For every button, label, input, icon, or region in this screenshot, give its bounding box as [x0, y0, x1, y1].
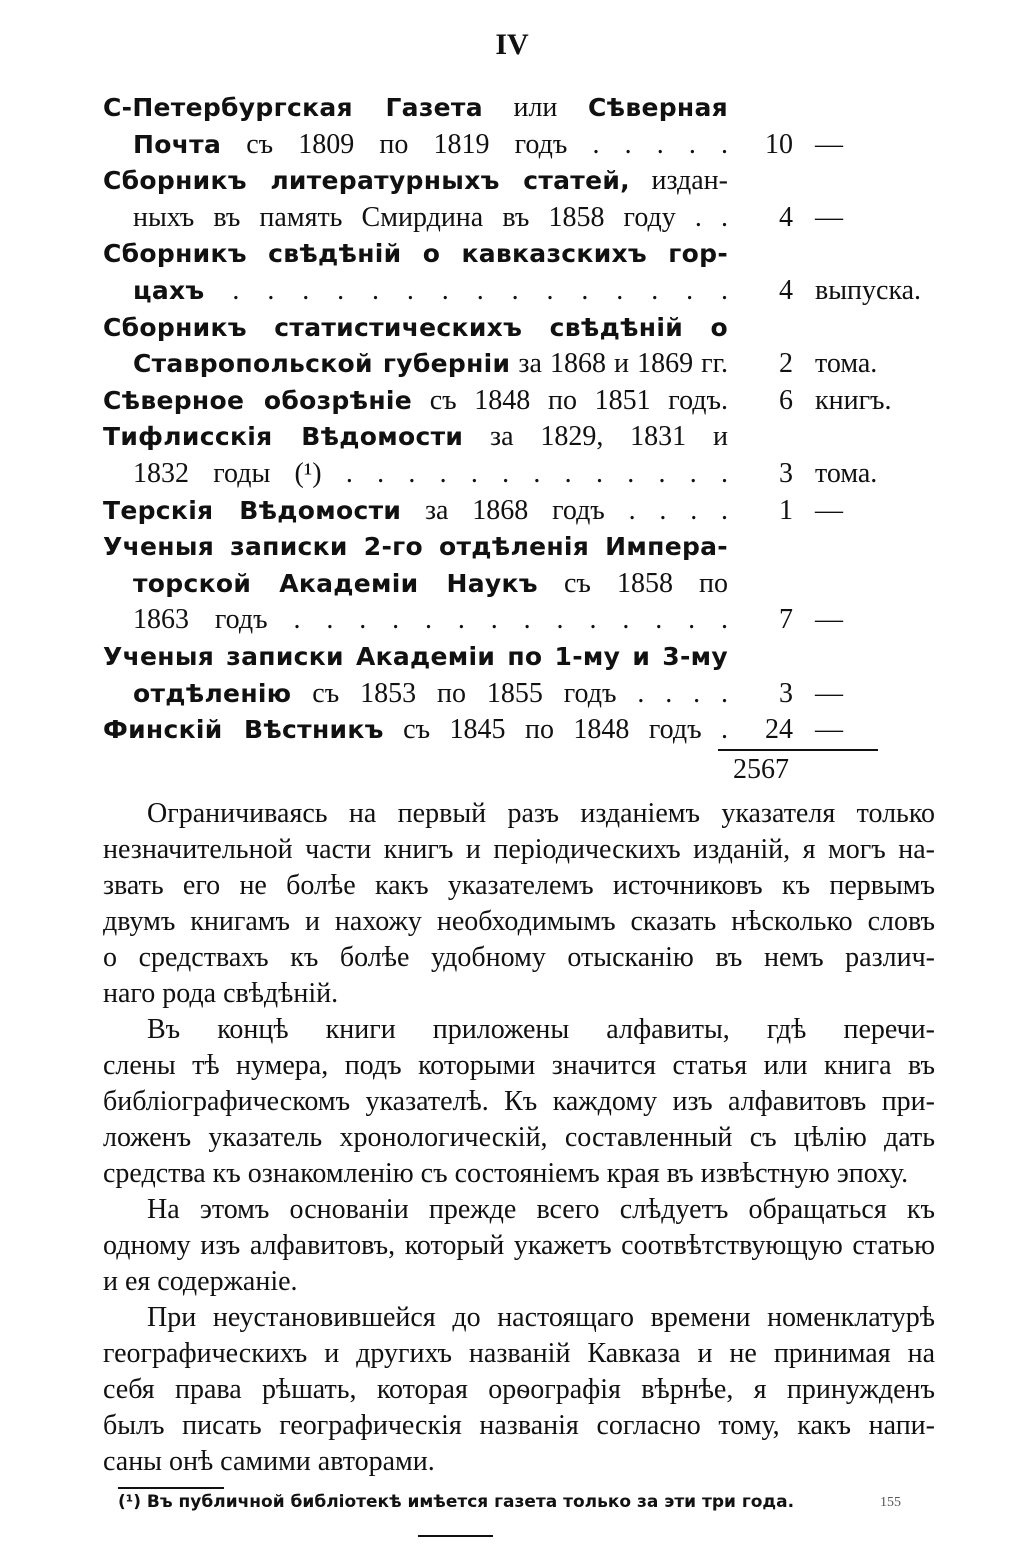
- sum-rule: [718, 749, 878, 751]
- index-line: [103, 127, 921, 164]
- index-unit: —: [815, 714, 843, 746]
- index-line-text: [103, 419, 728, 456]
- index-line-text: [103, 529, 728, 566]
- index-line-text: [103, 383, 728, 420]
- index-title: Ученыя записки Академіи по 1-му и 3-му: [103, 641, 728, 671]
- paragraph-line: незначительной части книгъ и періодическихъ изданій, я могъ на-: [103, 834, 935, 865]
- index-line: [103, 602, 921, 639]
- index-total: 2567: [733, 754, 789, 785]
- index-line-text: [103, 200, 728, 237]
- footnote: (¹) Въ публичной библіотекѣ имѣется газета только за эти три года.: [118, 1492, 795, 1512]
- index-detail: за 1868 годъ . . . .: [401, 494, 728, 526]
- index-title: Сборникъ статистическихъ свѣдѣній о: [103, 312, 728, 342]
- index-title: Финскій Вѣстникъ: [103, 715, 384, 745]
- index-detail: 1863 годъ . . . . . . . . . . . . . .: [133, 604, 728, 636]
- index-title: С-Петербургская Газета: [103, 93, 483, 122]
- index-line: [103, 310, 921, 347]
- index-line-text: [103, 712, 728, 749]
- index-unit: —: [815, 128, 843, 160]
- index-line: [103, 236, 921, 273]
- index-count: 1: [779, 494, 793, 526]
- index-line-text: [103, 639, 728, 676]
- index-line: [103, 383, 921, 420]
- index-title: Сѣверное обозрѣніе: [103, 385, 413, 415]
- index-line-text: [103, 456, 728, 493]
- index-line-text: [103, 602, 728, 639]
- paragraph-line: Ограничиваясь на первый разъ изданіемъ указателя только: [147, 798, 935, 829]
- index-detail: издан-: [629, 165, 728, 197]
- index-line-text: [103, 676, 728, 713]
- index-title: Почта: [133, 129, 222, 159]
- index-detail: съ 1845 по 1848 годъ .: [383, 714, 728, 746]
- paragraph: [103, 1012, 935, 1192]
- paragraph-line: При неустановившейся до настоящаго времени номенклатурѣ: [147, 1302, 935, 1333]
- index-line-text: [103, 163, 728, 200]
- index-unit: —: [815, 494, 843, 526]
- index-detail: за 1868 и 1869 гг.: [510, 348, 728, 380]
- paragraph-line: былъ писать географическія названія согласно тому, какъ напи-: [103, 1410, 935, 1441]
- index-unit: выпуска.: [815, 274, 922, 306]
- index-detail: ныхъ въ память Смирдина въ 1858 году . .: [133, 201, 728, 233]
- index-count: 4: [779, 274, 793, 306]
- index-detail: съ 1848 по 1851 годъ.: [412, 384, 728, 416]
- paragraph-line: На этомъ основаніи прежде всего слѣдуетъ обращаться къ: [147, 1194, 935, 1225]
- index-title: цахъ: [133, 275, 205, 305]
- paragraph: [103, 796, 935, 1012]
- index-detail: 1832 годы (¹) . . . . . . . . . . . . .: [133, 457, 728, 489]
- page-number: IV: [495, 28, 529, 61]
- index-count: 6: [779, 384, 793, 416]
- index-line: [103, 419, 921, 456]
- index-line: [103, 200, 921, 237]
- index-list: [103, 90, 921, 749]
- index-title: Тифлисскія Вѣдомости: [103, 422, 464, 452]
- paragraph: [103, 1192, 935, 1300]
- paragraph-line: о средствахъ къ болѣе удобному отысканію въ немъ различ-: [103, 942, 935, 973]
- index-title: Ставропольской губерніи: [133, 349, 511, 379]
- index-line-text: [103, 90, 728, 127]
- index-line: [103, 639, 921, 676]
- paragraph-line: библіографическомъ указателѣ. Къ каждому изъ алфавитовъ при-: [103, 1086, 935, 1117]
- index-title: торской Академіи Наукъ: [133, 568, 538, 598]
- index-line: [103, 456, 921, 493]
- index-line-text: [103, 346, 728, 383]
- index-detail: съ 1853 по 1855 годъ . . . .: [291, 677, 728, 709]
- footnote-rule: [118, 1487, 224, 1489]
- index-line: [103, 346, 921, 383]
- index-detail: за 1829, 1831 и: [463, 421, 728, 453]
- index-line: [103, 566, 921, 603]
- bottom-rule: [418, 1535, 493, 1537]
- index-line-text: [103, 566, 728, 603]
- index-unit: —: [815, 201, 843, 233]
- index-unit: —: [815, 677, 843, 709]
- index-unit: —: [815, 604, 843, 636]
- index-title: Сѣверная: [587, 93, 728, 122]
- paragraph-line: двумъ книгамъ и нахожу необходимымъ сказать нѣсколько словъ: [103, 906, 935, 937]
- index-line-text: [103, 493, 728, 530]
- index-line: [103, 493, 921, 530]
- index-count: 24: [765, 714, 793, 746]
- index-detail: съ 1809 по 1819 годъ . . . . .: [221, 128, 728, 160]
- index-line-text: [103, 310, 728, 347]
- index-detail: или: [482, 92, 588, 123]
- paragraph-line: ложенъ указатель хронологическій, составленный съ цѣлію дать: [103, 1122, 935, 1153]
- index-count: 2: [779, 348, 793, 380]
- index-count: 3: [779, 677, 793, 709]
- index-title: Ученыя записки 2-го отдѣленія Импера-: [103, 532, 728, 562]
- index-line: [103, 163, 921, 200]
- index-line: [103, 529, 921, 566]
- index-line-text: [103, 236, 728, 273]
- paragraph-line: саны онѣ самими авторами.: [103, 1446, 435, 1477]
- paragraph-line: и ея содержаніе.: [103, 1266, 298, 1297]
- paragraph-line: географическихъ и другихъ названій Кавказа и не принимая на: [103, 1338, 935, 1369]
- index-detail: съ 1858 по: [537, 567, 728, 599]
- paragraph: [103, 1300, 935, 1480]
- index-count: 7: [779, 604, 793, 636]
- paragraph-line: звать его не болѣе какъ указателемъ источниковъ къ первымъ: [103, 870, 935, 901]
- index-unit: тома.: [815, 348, 878, 380]
- index-line: [103, 273, 921, 310]
- index-detail: . . . . . . . . . . . . . . .: [204, 274, 728, 306]
- index-unit: тома.: [815, 457, 878, 489]
- paragraph-line: слены тѣ нумера, подъ которыми значится статья или книга въ: [103, 1050, 935, 1081]
- index-line-text: [103, 127, 728, 164]
- index-line: [103, 676, 921, 713]
- paragraph-line: Въ концѣ книги приложены алфавиты, гдѣ перечи-: [147, 1014, 935, 1045]
- printer-mark: 155: [880, 1495, 901, 1510]
- index-count: 4: [779, 201, 793, 233]
- index-title: Сборникъ литературныхъ статей,: [103, 166, 630, 196]
- index-title: Терскія Вѣдомости: [103, 495, 402, 525]
- index-title: отдѣленію: [133, 678, 292, 708]
- index-line: [103, 90, 921, 127]
- index-count: 10: [765, 128, 793, 160]
- paragraph-line: средства къ ознакомленію съ состояніемъ края въ извѣстную эпоху.: [103, 1158, 909, 1189]
- index-line: [103, 712, 921, 749]
- index-line-text: [103, 273, 728, 310]
- body-text: [103, 796, 935, 1480]
- paragraph-line: себя права рѣшать, которая орѳографія вѣрнѣе, я принужденъ: [103, 1374, 935, 1405]
- paragraph-line: наго рода свѣдѣній.: [103, 978, 339, 1009]
- index-count: 3: [779, 457, 793, 489]
- paragraph-line: одному изъ алфавитовъ, который укажетъ соотвѣтствующую статью: [103, 1230, 935, 1261]
- index-title: Сборникъ свѣдѣній о кавказскихъ гор-: [103, 239, 728, 269]
- index-unit: книгъ.: [815, 384, 892, 416]
